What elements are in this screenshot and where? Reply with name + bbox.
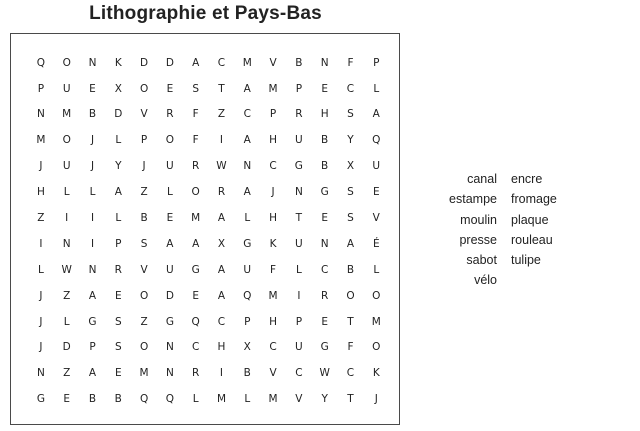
grid-letter[interactable]: N <box>243 160 252 173</box>
word-list-item: plaque <box>511 212 549 227</box>
grid-letter[interactable]: C <box>192 341 200 354</box>
grid-letter[interactable]: N <box>165 341 174 354</box>
grid-letter[interactable]: A <box>166 237 174 250</box>
grid-letter[interactable]: X <box>243 341 251 354</box>
grid-letter[interactable]: A <box>217 263 226 276</box>
grid-letter[interactable]: L <box>115 134 122 147</box>
grid-letter[interactable]: P <box>373 56 380 69</box>
grid-letter[interactable]: G <box>320 186 329 199</box>
grid-letter[interactable]: V <box>140 108 148 121</box>
grid-letter[interactable]: C <box>346 82 355 95</box>
grid-letter[interactable]: U <box>295 237 303 250</box>
grid-letter[interactable]: M <box>139 367 149 380</box>
word-list-item: sabot <box>466 253 497 268</box>
grid-letter[interactable]: U <box>62 160 71 173</box>
grid-letter[interactable]: V <box>140 263 148 276</box>
grid-letter[interactable]: H <box>269 212 278 225</box>
grid-letter[interactable]: M <box>216 393 226 406</box>
grid-letter[interactable]: Y <box>321 393 328 406</box>
grid-letter[interactable]: G <box>165 315 174 328</box>
grid-letter[interactable]: É <box>372 237 380 250</box>
grid-letter[interactable]: X <box>217 237 226 250</box>
grid-letter[interactable]: Q <box>243 289 252 302</box>
grid-letter[interactable]: J <box>90 134 95 147</box>
grid-letter[interactable]: R <box>217 186 226 199</box>
grid-letter[interactable]: L <box>89 186 96 199</box>
grid-letter[interactable]: O <box>372 289 381 302</box>
grid-letter[interactable]: H <box>217 341 226 354</box>
grid-letter[interactable]: T <box>295 212 303 225</box>
grid-letter[interactable]: D <box>114 108 123 121</box>
word-list-item: moulin <box>460 212 497 227</box>
grid-letter[interactable]: U <box>62 82 71 95</box>
grid-letter[interactable]: O <box>139 341 149 354</box>
grid-letter[interactable]: L <box>37 263 44 276</box>
grid-letter[interactable]: N <box>88 56 97 69</box>
grid-letter[interactable]: B <box>321 160 329 173</box>
grid-letter[interactable]: W <box>319 367 330 380</box>
grid-letter[interactable]: P <box>89 341 96 354</box>
grid-letter[interactable]: L <box>63 315 70 328</box>
grid-letter[interactable]: R <box>192 160 200 173</box>
letter-grid <box>28 50 389 412</box>
grid-letter[interactable]: O <box>346 289 355 302</box>
grid-letter[interactable]: B <box>88 393 97 406</box>
grid-letter[interactable]: L <box>192 393 199 406</box>
grid-letter[interactable]: M <box>191 212 201 225</box>
grid-letter[interactable]: K <box>372 367 380 380</box>
grid-letter[interactable]: N <box>62 237 71 250</box>
grid-letter[interactable]: H <box>269 134 278 147</box>
grid-letter[interactable]: N <box>320 237 329 250</box>
grid-letter[interactable]: V <box>269 367 277 380</box>
grid-letter[interactable]: U <box>243 263 252 276</box>
grid-letter[interactable]: E <box>114 289 122 302</box>
grid-letter[interactable]: B <box>140 212 148 225</box>
grid-letter[interactable]: U <box>295 341 303 354</box>
grid-letter[interactable]: A <box>243 134 251 147</box>
grid-letter[interactable]: C <box>243 108 251 121</box>
grid-letter[interactable]: O <box>372 341 381 354</box>
grid-letter[interactable]: A <box>192 56 200 69</box>
grid-letter[interactable]: J <box>142 160 146 173</box>
grid-letter[interactable]: Z <box>37 212 45 225</box>
grid-letter[interactable]: F <box>347 341 354 354</box>
grid-letter[interactable]: J <box>39 341 43 354</box>
grid-letter[interactable]: O <box>139 289 149 302</box>
grid-letter[interactable]: L <box>166 186 173 199</box>
grid-letter[interactable]: Z <box>140 315 148 328</box>
grid-letter[interactable]: Q <box>165 393 175 406</box>
grid-letter[interactable]: L <box>373 263 380 276</box>
grid-letter[interactable]: I <box>65 212 69 225</box>
grid-letter[interactable]: S <box>347 108 354 121</box>
grid-letter[interactable]: O <box>62 56 71 69</box>
grid-letter[interactable]: G <box>191 263 200 276</box>
grid-letter[interactable]: W <box>61 263 72 276</box>
grid-letter[interactable]: Q <box>36 56 46 69</box>
word-list-item: rouleau <box>511 232 553 247</box>
grid-letter[interactable]: E <box>63 393 71 406</box>
grid-letter[interactable]: J <box>374 393 378 406</box>
word-search-grid <box>10 33 400 425</box>
grid-letter[interactable]: N <box>165 367 174 380</box>
grid-letter[interactable]: I <box>90 237 95 250</box>
word-list-right-column <box>511 169 601 291</box>
grid-letter[interactable]: F <box>192 134 199 147</box>
grid-letter[interactable]: E <box>114 367 122 380</box>
grid-letter[interactable]: V <box>372 212 380 225</box>
grid-letter[interactable]: Q <box>191 315 200 328</box>
grid-letter[interactable]: J <box>39 289 43 302</box>
puzzle-title: Lithographie et Pays-Bas <box>89 3 322 24</box>
grid-letter[interactable]: E <box>321 82 328 95</box>
grid-letter[interactable]: P <box>115 237 122 250</box>
grid-letter[interactable]: S <box>114 315 122 328</box>
grid-letter[interactable]: U <box>295 134 303 147</box>
grid-letter[interactable]: U <box>166 160 174 173</box>
grid-letter[interactable]: R <box>166 108 174 121</box>
grid-letter[interactable]: P <box>295 82 303 95</box>
grid-letter[interactable]: C <box>269 341 277 354</box>
grid-letter[interactable]: S <box>114 341 122 354</box>
grid-letter[interactable]: L <box>63 186 70 199</box>
grid-letter[interactable]: O <box>62 134 71 147</box>
grid-letter[interactable]: C <box>346 367 355 380</box>
grid-letter[interactable]: O <box>139 82 149 95</box>
grid-letter[interactable]: M <box>62 108 72 121</box>
grid-letter[interactable]: A <box>88 367 97 380</box>
grid-letter[interactable]: M <box>371 315 381 328</box>
grid-letter[interactable]: H <box>269 315 278 328</box>
grid-letter[interactable]: A <box>372 108 380 121</box>
grid-letter[interactable]: I <box>219 367 224 380</box>
word-list-item: tulipe <box>511 253 541 268</box>
grid-letter[interactable]: A <box>114 186 122 199</box>
grid-letter[interactable]: M <box>268 82 278 95</box>
grid-letter[interactable]: D <box>140 56 149 69</box>
grid-letter[interactable]: N <box>36 108 45 121</box>
word-list-item: vélo <box>474 273 497 288</box>
grid-letter[interactable]: Q <box>139 393 149 406</box>
grid-letter[interactable]: Z <box>63 367 71 380</box>
grid-letter[interactable]: F <box>347 56 354 69</box>
grid-letter[interactable]: N <box>294 186 303 199</box>
grid-letter[interactable]: N <box>320 56 329 69</box>
grid-letter[interactable]: G <box>294 160 303 173</box>
grid-letter[interactable]: O <box>165 134 175 147</box>
grid-letter[interactable]: H <box>320 108 329 121</box>
grid-letter[interactable]: C <box>269 160 277 173</box>
grid-letter[interactable]: I <box>219 134 224 147</box>
grid-letter[interactable]: E <box>372 186 380 199</box>
grid-letter[interactable]: B <box>346 263 355 276</box>
grid-letter[interactable]: X <box>346 160 355 173</box>
grid-letter[interactable]: G <box>88 315 97 328</box>
grid-letter[interactable]: A <box>217 289 226 302</box>
grid-letter[interactable]: C <box>295 367 303 380</box>
grid-letter[interactable]: I <box>297 289 301 302</box>
grid-letter[interactable]: M <box>36 134 46 147</box>
grid-letter[interactable]: M <box>242 56 252 69</box>
grid-letter[interactable]: V <box>295 393 303 406</box>
grid-letter[interactable]: C <box>217 56 226 69</box>
grid-letter[interactable]: N <box>36 367 45 380</box>
word-list <box>430 169 601 291</box>
grid-letter[interactable]: T <box>218 82 225 95</box>
grid-letter[interactable]: A <box>88 289 97 302</box>
grid-letter[interactable]: F <box>270 263 277 276</box>
grid-letter[interactable]: O <box>191 186 200 199</box>
grid-letter[interactable]: L <box>373 82 380 95</box>
grid-letter[interactable]: J <box>39 160 43 173</box>
grid-letter[interactable]: E <box>166 82 174 95</box>
grid-letter[interactable]: N <box>88 263 97 276</box>
grid-letter[interactable]: D <box>62 341 71 354</box>
grid-letter[interactable]: K <box>269 237 277 250</box>
grid-letter[interactable]: L <box>244 393 251 406</box>
grid-letter[interactable]: R <box>295 108 303 121</box>
grid-letter[interactable]: P <box>295 315 303 328</box>
grid-letter[interactable]: A <box>192 237 200 250</box>
grid-letter[interactable]: Q <box>372 134 381 147</box>
grid-letter[interactable]: J <box>39 315 43 328</box>
grid-letter[interactable]: D <box>165 56 174 69</box>
grid-letter[interactable]: M <box>268 393 278 406</box>
grid-letter[interactable]: V <box>269 56 277 69</box>
word-list-item: fromage <box>511 192 557 207</box>
word-list-item: presse <box>459 232 497 247</box>
grid-letter[interactable]: Z <box>140 186 148 199</box>
grid-letter[interactable]: Y <box>347 134 354 147</box>
grid-letter[interactable]: G <box>36 393 45 406</box>
word-list-item: canal <box>467 172 497 186</box>
grid-letter[interactable]: X <box>114 82 122 95</box>
grid-letter[interactable]: R <box>192 367 200 380</box>
grid-letter[interactable]: P <box>244 315 251 328</box>
grid-letter[interactable]: R <box>114 263 122 276</box>
grid-letter[interactable]: B <box>243 367 251 380</box>
grid-letter[interactable]: J <box>271 186 275 199</box>
word-list-item: estampe <box>449 192 497 207</box>
grid-letter[interactable]: G <box>243 237 252 250</box>
grid-letter[interactable]: D <box>165 289 174 302</box>
grid-letter[interactable]: E <box>192 289 199 302</box>
grid-letter[interactable]: Z <box>63 289 71 302</box>
grid-letter[interactable]: E <box>89 82 96 95</box>
grid-letter[interactable]: S <box>347 212 354 225</box>
grid-letter[interactable]: J <box>90 160 95 173</box>
grid-letter[interactable]: A <box>346 237 355 250</box>
grid-letter[interactable]: L <box>295 263 302 276</box>
grid-letter[interactable]: B <box>88 108 97 121</box>
word-list-left-column <box>430 169 497 291</box>
grid-letter[interactable]: Y <box>115 160 122 173</box>
grid-letter[interactable]: P <box>269 108 277 121</box>
grid-letter[interactable]: E <box>166 212 174 225</box>
grid-letter[interactable]: P <box>37 82 45 95</box>
grid-letter[interactable]: E <box>321 212 328 225</box>
grid-letter[interactable]: K <box>114 56 122 69</box>
grid-letter[interactable]: L <box>115 212 122 225</box>
grid-letter[interactable]: H <box>36 186 45 199</box>
grid-letter[interactable]: G <box>320 341 329 354</box>
grid-letter[interactable]: M <box>268 289 278 302</box>
grid-letter[interactable]: I <box>90 212 95 225</box>
grid-letter[interactable]: T <box>347 315 354 328</box>
grid-letter[interactable]: A <box>243 186 251 199</box>
grid-letter[interactable]: I <box>39 237 43 250</box>
grid-letter[interactable]: S <box>140 237 148 250</box>
grid-letter[interactable]: S <box>347 186 354 199</box>
grid-letter[interactable]: C <box>320 263 329 276</box>
grid-letter[interactable]: C <box>217 315 226 328</box>
grid-letter[interactable]: U <box>372 160 381 173</box>
grid-letter[interactable]: Z <box>217 108 226 121</box>
grid-letter[interactable]: U <box>166 263 174 276</box>
grid-letter[interactable]: W <box>216 160 227 173</box>
grid-letter[interactable]: L <box>244 212 251 225</box>
grid-letter[interactable]: T <box>347 393 354 406</box>
grid-letter[interactable]: E <box>321 315 328 328</box>
grid-letter[interactable]: P <box>140 134 148 147</box>
grid-letter[interactable]: B <box>295 56 303 69</box>
grid-letter[interactable]: B <box>321 134 329 147</box>
word-list-item: encre <box>511 172 543 186</box>
grid-letter[interactable]: R <box>321 289 329 302</box>
grid-letter[interactable]: B <box>114 393 122 406</box>
grid-letter[interactable]: S <box>192 82 200 95</box>
grid-letter[interactable]: A <box>217 212 226 225</box>
grid-letter[interactable]: A <box>243 82 251 95</box>
grid-letter[interactable]: F <box>192 108 199 121</box>
